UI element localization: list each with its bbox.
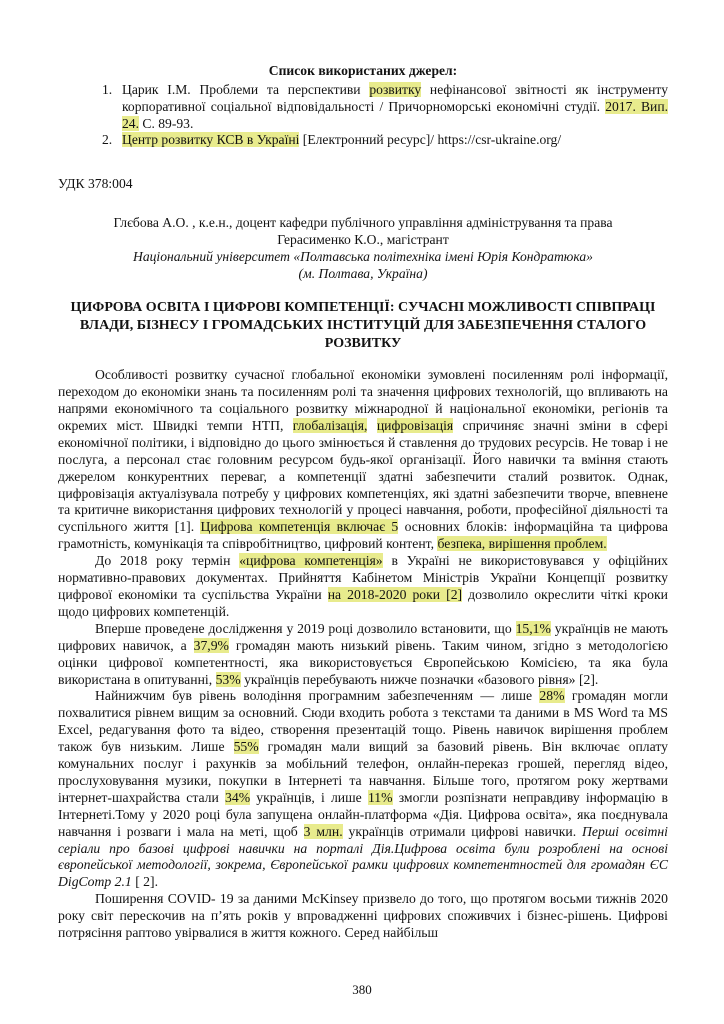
url-link[interactable]: https://csr-ukraine.org/ <box>437 132 562 148</box>
paragraph-4 <box>58 688 668 891</box>
author-line-1: Глєбова А.О. , к.е.н., доцент кафедри публічного управління адміністрування та права <box>113 215 613 231</box>
highlighted-text: 37,9% <box>193 637 229 653</box>
text-segment: основних блоків: інформаційна та цифрова грамотність, комунікація та співробітництво, цифровий контент, <box>58 519 668 552</box>
text-segment: українців, і лише <box>250 789 368 805</box>
text-segment: українців отримали цифрові навички. <box>342 823 583 839</box>
text-segment: Особливості розвитку сучасної глобальної економіки зумовлені посиленням ролі інформації, переходом до економіки знань та посиленням ролі та значення цифрових технологій, що впливають на напрями економічного та соціального розвитку міжнародної й національної економіки, регіонів та окремих міст. Швидкі темпи НТП, <box>58 367 668 433</box>
highlighted-text: на 2018-2020 роки [2] <box>327 586 463 602</box>
text-segment: [Електронний ресурс]/ <box>299 132 438 148</box>
highlighted-text: 34% <box>225 789 251 805</box>
highlighted-text: 55% <box>233 739 259 755</box>
highlighted-text: «цифрова компетенція» <box>239 553 383 569</box>
highlighted-text: 28% <box>539 688 565 704</box>
authors-block <box>58 214 668 282</box>
references-heading: Список використаних джерел: <box>268 63 458 78</box>
text-segment: дозволило окреслити чіткі кроки щодо цифрових компетенцій. <box>58 586 668 619</box>
highlighted-text: Центр розвитку КСВ в Україні <box>122 132 300 148</box>
article-body <box>58 367 668 942</box>
text-segment: Перші освітні серіали про базові цифрові навички на порталі Дія.Цифрова освіта були розроблені на основі європейської методології, зокрема, Європейської рамки цифрових компетентностей для громадян ЄС DigComp 2.1 <box>58 823 668 890</box>
text-segment: [ 2]. <box>131 874 158 890</box>
text-segment: нефінансової звітності як інструменту корпоративної соціальної відповідальності / Причорноморські економічні студії. <box>122 82 668 114</box>
highlighted-text: 15,1% <box>515 620 551 636</box>
reference-item <box>58 132 668 149</box>
reference-text <box>122 82 668 132</box>
reference-number: 2. <box>102 132 113 148</box>
page-number: 380 <box>352 982 372 997</box>
article-title: ЦИФРОВА ОСВІТА І ЦИФРОВІ КОМПЕТЕНЦІЇ: СУЧАСНІ МОЖЛИВОСТІ СПІВПРАЦІ ВЛАДИ, БІЗНЕСУ І ГРОМАДСЬКИХ ІНСТИТУЦІЙ ДЛЯ ЗАБЕЗПЕЧЕННЯ СТАЛОГО РОЗВИТКУ <box>70 300 656 352</box>
text-segment: громадян могли похвалитися рівнем вищим за основний. Сюди входить робота з текстами та даними в MS Word та MS Excel, редагування фото та відео, створення презентацій тощо. Рівень навичок вирішення проблем також був низьким. Лише <box>58 688 668 755</box>
paragraph-1 <box>58 367 668 553</box>
location: (м. Полтава, Україна) <box>298 266 428 282</box>
udc-code: УДК 378:004 <box>58 176 133 192</box>
text-segment: Вперше проведене дослідження у 2019 році дозволило встановити, що <box>95 620 516 636</box>
text-segment: Поширення COVID- 19 за даними McKinsey призвело до того, що протягом восьми тижнів 2020 року світ перескочив на п’ять років у впровадженні цифрових споживчих і бізнес-рішень. Цифрові потрясіння раптово увірвалися в життя кожного. Серед найбільш <box>58 891 668 941</box>
text-segment: Царик І.М. Проблеми та перспективи <box>122 82 370 97</box>
highlighted-text: 53% <box>215 671 241 687</box>
reference-text <box>122 132 668 149</box>
highlighted-text: 11% <box>367 789 393 805</box>
paragraph-5 <box>58 891 668 942</box>
text-segment: українців перебувають нижче позначки «базового рівня» [2]. <box>240 671 599 687</box>
text-segment: в Україні не використовувався у офіційних нормативно-правових документах. Прийняття Кабінетом Міністрів України Концепції розвитку цифрової економіки та суспільства України <box>58 553 668 602</box>
affiliation: Національний університет «Полтавська політехніка імені Юрія Кондратюка» <box>133 249 593 265</box>
reference-item <box>58 82 668 132</box>
highlighted-text: розвитку <box>369 82 422 97</box>
text-segment: українців не мають цифрових навичок, а <box>58 620 668 653</box>
highlighted-text: цифровізація <box>376 417 454 433</box>
text-segment: С. 89-93. <box>139 115 194 131</box>
highlighted-text: 2017. Вип. 24. <box>122 98 669 131</box>
paragraph-2 <box>58 553 668 621</box>
paragraph-3 <box>58 621 668 689</box>
highlighted-text: Цифрова компетенція включає 5 <box>200 519 399 535</box>
text-segment: громадян мають низький рівень. Таким чином, згідно з методологією оцінки цифрової компетентності, яка використовується Європейською Комісією, та яка була використана в опитуванні, <box>58 637 668 687</box>
references-section <box>58 62 668 149</box>
text-segment: змогли розпізнати неправдиву інформацію в Інтернеті.Тому у 2020 році була запущена онлайн-платформа «Дія. Цифрова освіта», яка поєднувала навчання і розваги і мала на меті, щоб <box>58 789 668 839</box>
highlighted-text: глобалізація, <box>292 417 368 433</box>
text-segment: До 2018 року термін <box>95 553 240 569</box>
author-line-2: Герасименко К.О., магістрант <box>277 232 449 248</box>
text-segment: спричиняє значні зміни в сфері економічної політики, і відповідно до цього змінюється й ставлення до трудових ресурсів. Не товар і не послуга, а персонал стає головним ресурсом будь-якої організації. Його навички та вміння стають джерелом конкурентних переваг, а компетенції здатні забезпечити сталий розвиток. Однак, цифровізація актуалізувала потребу у цифрових компетенціях, які здатні забезпечити творче, впевнене та критичне використання цифрових технологій у процесі навчання, роботи, професійної діяльності та суспільного життя [1]. <box>58 417 669 535</box>
reference-number: 1. <box>102 82 113 97</box>
highlighted-text: безпека, вирішення проблем. <box>437 536 607 552</box>
text-segment <box>367 418 376 433</box>
highlighted-text: 3 млн. <box>303 823 343 839</box>
text-segment: Найнижчим був рівень володіння програмним забезпеченням — лише <box>95 688 540 704</box>
text-segment: громадян мали вищий за базовий рівень. Він включає оплату комунальних послуг і рахунків за мобільний телефон, онлайн-переказ грошей, перегляд відео, прослуховування музики, покупки в Інтернеті та навчання. Більше того, протягом року жертвами інтернет-шахрайства стали <box>58 739 669 805</box>
